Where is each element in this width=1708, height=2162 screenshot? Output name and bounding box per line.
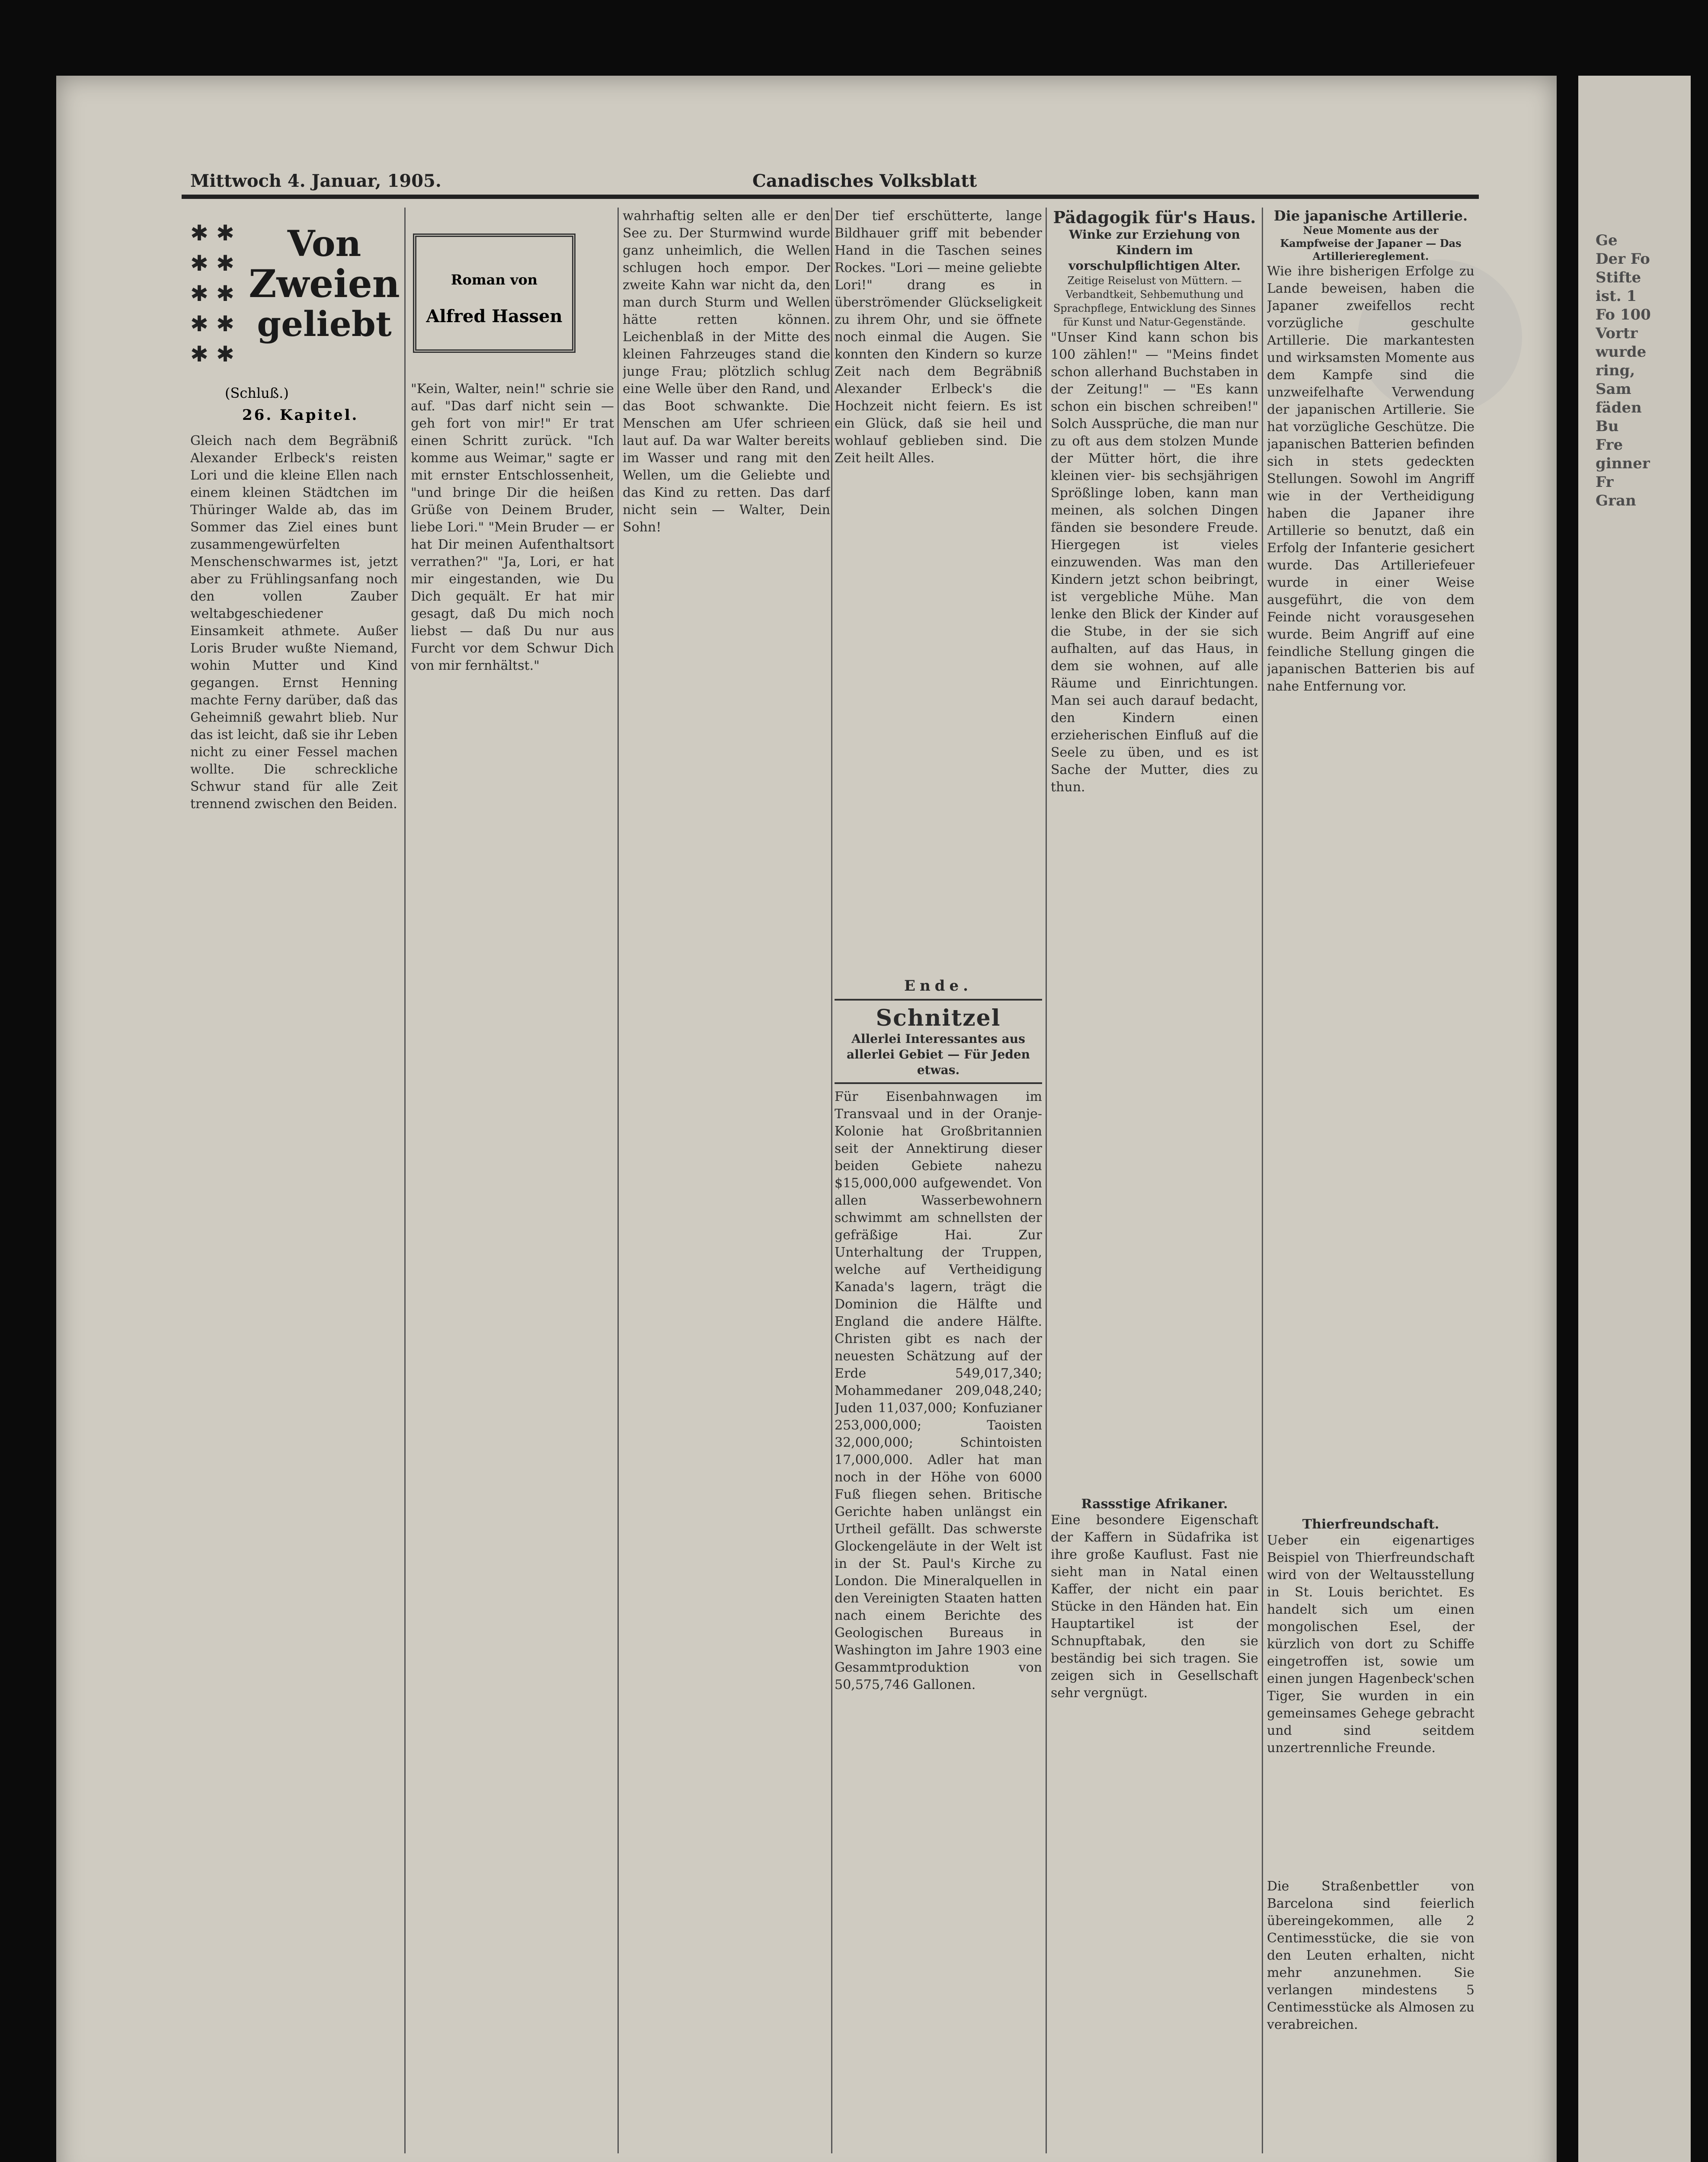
roman-label: Roman von: [451, 272, 538, 288]
masthead: [190, 171, 1479, 192]
column-divider: [1046, 208, 1047, 2153]
column-divider: [404, 208, 406, 2153]
masthead-rule: [182, 195, 1479, 199]
column-4: [835, 208, 1042, 2162]
artillerie-heading: Die japanische Artillerie.: [1273, 208, 1468, 224]
artillerie-subheading: Neue Momente aus der Kampfweise der Japaner — Das Artilleriereglement.: [1280, 224, 1462, 262]
column-6: [1267, 208, 1475, 2162]
story-title: Von Zweien geliebt: [249, 223, 400, 344]
newspaper-title: Canadisches Volksblatt: [752, 171, 977, 191]
schnitzel-text: Für Eisenbahnwagen im Transvaal und in der Oranje-Kolonie hat Großbritannien seit der Annektirung dieser beiden Gebiete nahezu $15,000,000 aufgewendet. Von allen Wasserbewohnern schwimmt am schnellsten der gefräßige Hai. Zur Unterhaltung der Truppen, welche auf Vertheidigung Kanada's lagern, trägt die Dominion die Hälfte und England die andere Hälfte. Christen gibt es nach der neuesten Schätzung auf der Erde 549,017,340; Mohammedaner 209,048,240; Juden 11,037,000; Konfuzianer 253,000,000; Taoisten 32,000,000; Schintoisten 17,000,000. Adler hat man noch in der Höhe von 6000 Fuß fliegen sehen. Britische Gerichte haben unlängst ein Urtheil gefällt. Das schwerste Glockengeläute in der Welt ist in der St. Paul's Kirche zu London. Die Mineralquellen in den Vereinigten Staaten hatten nach einem Berichte des Geologischen Bureaus in Washington im Jahre 1903 eine Gesammtproduktion von 50,575,746 Gallonen.: [835, 1089, 1042, 1692]
column-divider: [831, 208, 832, 2153]
story-text: wahrhaftig selten alle er den See zu. Der Sturmwind wurde ganz unheimlich, die Wellen schlugen hoch empor. Der zweite Kahn war nicht da, den man durch Sturm und Wellen hätte retten können. Leichenblaß in der Mitte des kleinen Fahrzeuges stand die junge Frau; plötzlich schlug eine Welle über den Rand, und das Boot schwankte. Die Menschen am Ufer schrieen laut auf. Da war Walter bereits im Wasser und rang mit den Wellen, um die Geliebte und das Kind zu retten. Das darf nicht sein — Walter, Dein Sohn!: [623, 208, 830, 535]
tierfreundschaft-heading: Thierfreundschaft.: [1302, 1517, 1439, 1532]
chapter-heading: 26. Kapitel.: [242, 406, 359, 424]
paedagogik-subsubheading: Zeitige Reiselust von Müttern. — Verbandtkeit, Sehbemuthung und Sprachpflege, Entwicklung des Sinnes für Kunst und Natur-Gegenstände.: [1053, 275, 1256, 328]
story-column-1: [190, 432, 398, 2162]
schnitzel-subheading: Allerlei Interessantes aus allerlei Gebiet — Für Jeden etwas.: [846, 1032, 1030, 1077]
schnitzel-heading: Schnitzel: [876, 1005, 1001, 1031]
story-text: Der tief erschütterte, lange Bildhauer griff mit bebender Hand in die Taschen seines Rockes. "Lori — meine geliebte Lori!" drang es in überströmender Glückseligkeit zu ihrem Ohr, und sie öffnete noch einmal die Augen. Sie konnten den Kindern so kurze Zeit nach dem Begräbniß Alexander Erlbeck's die Hochzeit nicht feiern. Es ist ein Glück, daß sie heil und wohlauf geblieben sind. Die Zeit heilt Alles.: [835, 208, 1042, 466]
conclusion-label: (Schluß.): [225, 385, 289, 401]
strassenbettler-text: Die Straßenbettler von Barcelona sind feierlich übereingekommen, alle 2 Centimesstücke, die sie von den Leuten erhalten, nicht mehr anzunehmen. Sie verlangen mindestens 5 Centimesstücke als Almosen zu verabreichen.: [1267, 1879, 1475, 2032]
story-text: "Kein, Walter, nein!" schrie sie auf. "Das darf nicht sein — geh fort von mir!" Er trat einen Schritt zurück. "Ich komme aus Weimar," sagte er mit ernster Entschlossenheit, "und bringe Dir die heißen Grüße von Deinem Bruder, liebe Lori." "Mein Bruder — er hat Dir meinen Aufenthaltsort verrathen?" "Ja, Lori, er hat mir eingestanden, wie Du Dich gequält. Er hat mir gesagt, daß Du mich noch liebst — daß Du nur aus Furcht vor dem Schwur Dich von mir fernhältst.": [411, 381, 614, 673]
decorative-stars: ✱ ✱ ✱ ✱ ✱ ✱ ✱ ✱ ✱ ✱: [190, 221, 234, 367]
tierfreundschaft-text: Ueber ein eigenartiges Beispiel von Thierfreundschaft wird von der Weltausstellung in St. Louis berichtet. Es handelt sich um einen mongolischen Esel, der kürzlich von dort zu Schiffe eingetroffen ist, sowie um einen jungen Hagenbeck'schen Tiger, Sie wurden in ein gemeinsames Gehege gebracht und sind seitdem unzertrennliche Freunde.: [1267, 1533, 1475, 1756]
column-5: [1051, 208, 1258, 2162]
novel-byline-box: [413, 233, 576, 353]
paedagogik-heading: Pädagogik für's Haus.: [1053, 208, 1256, 227]
artillerie-text: Wie ihre bisherigen Erfolge zu Lande beweisen, haben die Japaner zweifellos recht vorzügliche geschulte Artillerie. Die markantesten und wirksamsten Momente aus dem Kampfe sind die unzweifelhafte Verwendung der japanischen Artillerie. Sie hat vorzügliche Geschütze. Die japanischen Batterien befinden sich in stets gedeckten Stellungen. Sowohl im Angriff wie in der Vertheidigung haben die Japaner ihre Artillerie so benutzt, daß ein Erfolg der Infanterie gesichert wurde. Das Artilleriefeuer wurde in einer Weise ausgeführt, die von dem Feinde nicht vorausgesehen wurde. Beim Angriff auf eine feindliche Stellung gingen die japanischen Batterien bis auf nahe Entfernung vor.: [1267, 264, 1475, 694]
story-column-3: [623, 208, 830, 2162]
column-divider: [617, 208, 619, 2153]
story-end: Ende.: [904, 977, 972, 995]
section-rule: [835, 1082, 1042, 1084]
paedagogik-text: "Unser Kind kann schon bis 100 zählen!" — "Meins findet schon allerhand Buchstaben in der Zeitung!" — "Es kann schon ein bischen schreiben!" Solch Aussprüche, die man nur zu oft aus dem stolzen Munde der Mütter hört, die ihre kleinen vier- bis sechsjährigen Sprößlinge loben, kann man meinen, als solchen Dingen fänden sie besondere Freude. Hiergegen ist vieles einzuwenden. Was man den Kindern jetzt schon beibringt, ist vergebliche Mühe. Man lenke den Blick der Kinder auf die Stube, in der sie sich aufhalten, auf das Haus, in dem sie wohnen, auf alle Räume und Einrichtungen. Man sei auch darauf bedacht, den Kindern einen erzieherischen Einfluß auf die Seele zu üben, und es ist Sache der Mutter, dies zu thun.: [1051, 330, 1258, 795]
paedagogik-subheading: Winke zur Erziehung von Kindern im vorschulpflichtigen Alter.: [1068, 227, 1241, 273]
section-rule: [835, 999, 1042, 1001]
author-name: Alfred Hassen: [426, 306, 563, 326]
afrikaner-heading: Rassstige Afrikaner.: [1081, 1497, 1228, 1512]
next-page-text: Ge Der Fo Stifte ist. 1 Fo 100 Vortr wurde ring, Sam fäden Bu Fre ginner Fr Gran: [1596, 232, 1651, 509]
afrikaner-text: Eine besondere Eigenschaft der Kaffern in Südafrika ist ihre große Kauflust. Fast nie sieht man in Natal einen Kaffer, der nicht ein paar Stücke in den Händen hat. Ein Hauptartikel ist der Schnupftabak, den sie beständig bei sich tragen. Sie zeigen sich in Gesellschaft sehr vergnügt.: [1051, 1513, 1258, 1701]
story-text: Gleich nach dem Begräbniß Alexander Erlbeck's reisten Lori und die kleine Ellen nach einem kleinen Städtchen im Thüringer Walde ab, das im Sommer das Ziel eines bunt zusammengewürfelten Menschenschwarmes ist, jetzt aber zu Frühlingsanfang noch den vollen Zauber weltabgeschiedener Einsamkeit athmete. Außer Loris Bruder wußte Niemand, wohin Mutter und Kind gegangen. Ernst Henning machte Ferny darüber, daß das Geheimniß gewahrt blieb. Nur das ist leicht, daß sie ihr Leben nicht zu einer Fessel machen wollte. Die schreckliche Schwur stand für alle Zeit trennend zwischen den Beiden.: [190, 433, 398, 812]
story-column-2: [411, 381, 614, 2162]
next-page-edge: [1578, 76, 1691, 2162]
column-divider: [1262, 208, 1263, 2153]
issue-date: Mittwoch 4. Januar, 1905.: [190, 171, 441, 191]
